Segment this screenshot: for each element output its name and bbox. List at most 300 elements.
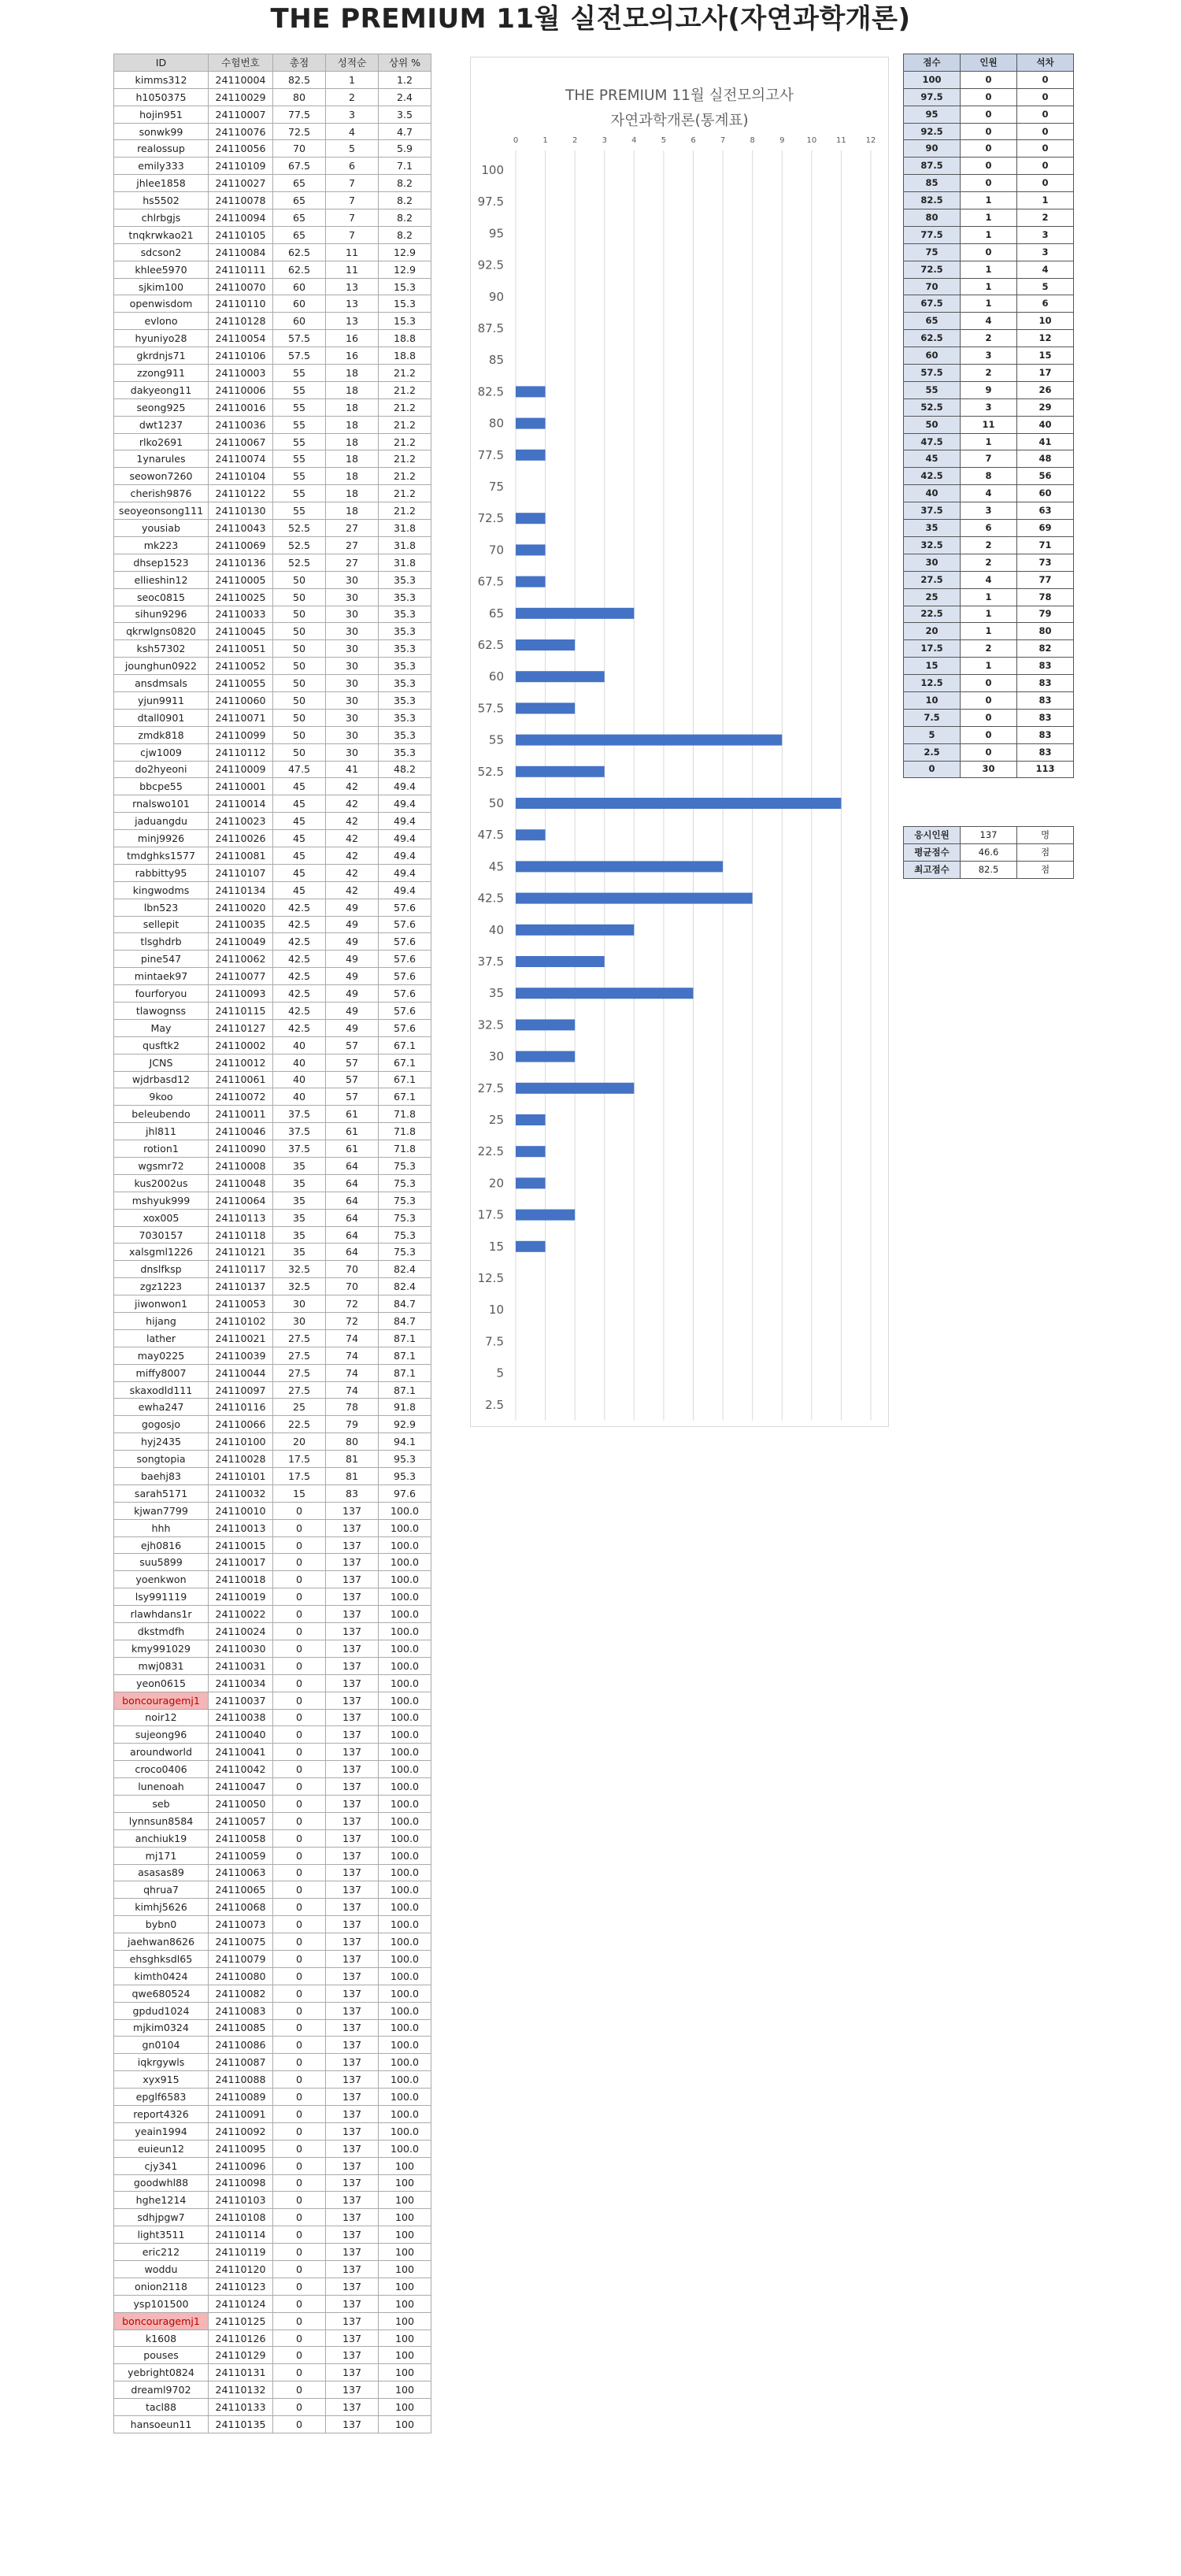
cell-id: rlawhdans1r: [114, 1606, 209, 1623]
cell-exam-number: 24110071: [209, 709, 273, 726]
cell-exam-number: 24110024: [209, 1623, 273, 1640]
cell-count: 1: [961, 295, 1017, 313]
table-row: [114, 106, 431, 123]
cell-top-percent: 100.0: [379, 1519, 431, 1536]
cell-score: 30: [273, 1295, 326, 1313]
cell-rank: 57: [326, 1071, 379, 1088]
cell-rank: 137: [326, 2312, 379, 2330]
bar-82.5: [516, 386, 546, 397]
y-tick-label: 70: [488, 543, 504, 558]
cell-exam-number: 24110003: [209, 365, 273, 382]
cell-exam-number: 24110062: [209, 951, 273, 968]
table-row: [114, 1536, 431, 1554]
table-row: [114, 1744, 431, 1761]
cell-top-percent: 100: [379, 2278, 431, 2295]
cell-top-percent: 49.4: [379, 881, 431, 899]
cell-rank: 78: [326, 1399, 379, 1416]
cell-score: 50: [273, 588, 326, 606]
cell-exam-number: 24110022: [209, 1606, 273, 1623]
cell-count: 1: [961, 588, 1017, 606]
cell-score: 0: [273, 1709, 326, 1726]
cell-rank: 137: [326, 1657, 379, 1674]
cell-exam-number: 24110018: [209, 1571, 273, 1588]
table-row: [114, 1209, 431, 1226]
cell-score: 0: [273, 1726, 326, 1744]
cell-id: hyj2435: [114, 1433, 209, 1451]
cell-score: 50: [273, 691, 326, 709]
table-row: [114, 2261, 431, 2278]
cell-top-percent: 21.2: [379, 416, 431, 433]
cell-rank: 137: [326, 2261, 379, 2278]
cell-exam-number: 24110100: [209, 1433, 273, 1451]
cell-id: h1050375: [114, 88, 209, 106]
cell-top-percent: 21.2: [379, 485, 431, 502]
cell-id: lsy991119: [114, 1588, 209, 1606]
table-row: [114, 313, 431, 330]
table-row: [114, 813, 431, 830]
cell-exam-number: 24110039: [209, 1347, 273, 1364]
cell-id: boncouragemj1: [114, 1692, 209, 1709]
cell-rank: 137: [326, 2071, 379, 2089]
cell-id: seowon7260: [114, 468, 209, 485]
cell-top-percent: 100.0: [379, 1916, 431, 1933]
cell-score: 0: [273, 1778, 326, 1796]
cell-count: 1: [961, 278, 1017, 295]
cell-score: 55: [273, 365, 326, 382]
cell-exam-number: 24110032: [209, 1484, 273, 1502]
table-row: [114, 433, 431, 450]
cell-top-percent: 100.0: [379, 1950, 431, 1967]
cell-score-bin: 62.5: [904, 330, 961, 347]
cell-score: 80: [273, 88, 326, 106]
cell-rank: 137: [326, 1744, 379, 1761]
cell-score-bin: 50: [904, 416, 961, 433]
cell-cumulative-rank: 82: [1017, 640, 1074, 658]
cell-id: beleubendo: [114, 1106, 209, 1123]
cell-count: 4: [961, 485, 1017, 502]
cell-count: 2: [961, 365, 1017, 382]
bar-27.5: [516, 1083, 634, 1094]
table-row: [904, 192, 1074, 209]
cell-score-bin: 45: [904, 450, 961, 468]
table-row: [904, 123, 1074, 140]
cell-score: 55: [273, 433, 326, 450]
table-row: [114, 1864, 431, 1881]
cell-rank: 18: [326, 416, 379, 433]
cell-rank: 7: [326, 175, 379, 192]
cell-top-percent: 49.4: [379, 864, 431, 881]
cell-rank: 137: [326, 1571, 379, 1588]
cell-exam-number: 24110088: [209, 2071, 273, 2089]
table-row: [904, 88, 1074, 106]
cell-exam-number: 24110016: [209, 398, 273, 416]
cell-id: do2hyeoni: [114, 761, 209, 778]
cell-id: mk223: [114, 536, 209, 554]
cell-cumulative-rank: 15: [1017, 347, 1074, 365]
table-row: [904, 502, 1074, 520]
cell-rank: 49: [326, 1019, 379, 1036]
cell-rank: 137: [326, 1709, 379, 1726]
cell-id: mwj0831: [114, 1657, 209, 1674]
cell-cumulative-rank: 3: [1017, 243, 1074, 261]
cell-rank: 70: [326, 1261, 379, 1278]
table-row: [114, 192, 431, 209]
cell-rank: 137: [326, 2122, 379, 2140]
table-row: [114, 1381, 431, 1399]
table-row: [114, 2037, 431, 2054]
table-row: [114, 1933, 431, 1951]
table-row: [904, 243, 1074, 261]
cell-exam-number: 24110075: [209, 1933, 273, 1951]
cell-id: qwe680524: [114, 1985, 209, 2002]
table-row: [114, 1226, 431, 1244]
cell-id: asasas89: [114, 1864, 209, 1881]
cell-exam-number: 24110102: [209, 1313, 273, 1330]
cell-top-percent: 3.5: [379, 106, 431, 123]
cell-top-percent: 5.9: [379, 140, 431, 158]
cell-count: 0: [961, 675, 1017, 692]
cell-cumulative-rank: 83: [1017, 709, 1074, 726]
cell-id: lynnsun8584: [114, 1812, 209, 1829]
table-row: [904, 554, 1074, 571]
cell-top-percent: 100.0: [379, 1726, 431, 1744]
cell-score-bin: 65: [904, 313, 961, 330]
cell-top-percent: 75.3: [379, 1158, 431, 1175]
cell-id: openwisdom: [114, 295, 209, 313]
cell-exam-number: 24110089: [209, 2089, 273, 2106]
cell-score-bin: 92.5: [904, 123, 961, 140]
cell-exam-number: 24110036: [209, 416, 273, 433]
cell-score-bin: 90: [904, 140, 961, 158]
cell-rank: 81: [326, 1451, 379, 1468]
table-row: [904, 261, 1074, 278]
cell-rank: 137: [326, 1640, 379, 1657]
cell-rank: 42: [326, 847, 379, 864]
cell-top-percent: 100.0: [379, 1536, 431, 1554]
cell-top-percent: 100.0: [379, 1588, 431, 1606]
cell-score: 37.5: [273, 1123, 326, 1140]
cell-rank: 42: [326, 795, 379, 813]
cell-cumulative-rank: 83: [1017, 743, 1074, 761]
cell-top-percent: 18.8: [379, 330, 431, 347]
column-header: 상위 %: [379, 54, 431, 72]
cell-cumulative-rank: 5: [1017, 278, 1074, 295]
y-tick-label: 60: [488, 669, 504, 684]
cell-id: zzong911: [114, 365, 209, 382]
cell-rank: 18: [326, 502, 379, 520]
cell-cumulative-rank: 83: [1017, 675, 1074, 692]
table-row: [114, 2347, 431, 2364]
cell-exam-number: 24110111: [209, 261, 273, 278]
cell-rank: 137: [326, 2209, 379, 2226]
table-row: [114, 709, 431, 726]
cell-exam-number: 24110098: [209, 2174, 273, 2192]
cell-score: 0: [273, 2278, 326, 2295]
cell-exam-number: 24110052: [209, 658, 273, 675]
cell-exam-number: 24110065: [209, 1881, 273, 1899]
cell-top-percent: 15.3: [379, 295, 431, 313]
cell-count: 6: [961, 520, 1017, 537]
cell-rank: 27: [326, 536, 379, 554]
cell-rank: 137: [326, 2054, 379, 2071]
cell-top-percent: 2.4: [379, 88, 431, 106]
cell-rank: 137: [326, 1623, 379, 1640]
bar-15: [516, 1241, 546, 1252]
cell-exam-number: 24110047: [209, 1778, 273, 1796]
table-row: [114, 1950, 431, 1967]
table-row: [114, 2122, 431, 2140]
table-row: [114, 1709, 431, 1726]
x-tick-label: 11: [836, 136, 846, 145]
cell-id: pouses: [114, 2347, 209, 2364]
table-row: [114, 1623, 431, 1640]
cell-top-percent: 100.0: [379, 1899, 431, 1916]
cell-exam-number: 24110017: [209, 1554, 273, 1571]
cell-exam-number: 24110042: [209, 1761, 273, 1778]
cell-rank: 3: [326, 106, 379, 123]
column-header: 점수: [904, 54, 961, 72]
cell-score-bin: 35: [904, 520, 961, 537]
cell-score: 0: [273, 1985, 326, 2002]
x-tick-label: 0: [513, 136, 519, 145]
table-row: [114, 365, 431, 382]
table-row: [114, 1416, 431, 1433]
cell-top-percent: 75.3: [379, 1244, 431, 1261]
cell-exam-number: 24110124: [209, 2295, 273, 2312]
cell-score: 50: [273, 623, 326, 640]
cell-score: 67.5: [273, 158, 326, 175]
table-row: [904, 398, 1074, 416]
stat-value: 46.6: [961, 843, 1017, 861]
cell-top-percent: 100: [379, 2157, 431, 2174]
cell-rank: 137: [326, 1967, 379, 1985]
cell-id: woddu: [114, 2261, 209, 2278]
cell-score: 0: [273, 1674, 326, 1692]
cell-score: 45: [273, 795, 326, 813]
cell-top-percent: 35.3: [379, 675, 431, 692]
cell-count: 1: [961, 658, 1017, 675]
bar-35: [516, 988, 694, 999]
table-row: [114, 209, 431, 227]
table-row: [904, 536, 1074, 554]
cell-id: anchiuk19: [114, 1829, 209, 1847]
cell-rank: 49: [326, 916, 379, 933]
cell-score: 65: [273, 209, 326, 227]
cell-exam-number: 24110113: [209, 1209, 273, 1226]
cell-id: ejh0816: [114, 1536, 209, 1554]
cell-id: minj9926: [114, 830, 209, 847]
cell-top-percent: 94.1: [379, 1433, 431, 1451]
cell-top-percent: 57.6: [379, 968, 431, 985]
cell-count: 0: [961, 158, 1017, 175]
cell-top-percent: 12.9: [379, 261, 431, 278]
cell-score: 0: [273, 2416, 326, 2433]
cell-rank: 27: [326, 520, 379, 537]
cell-score: 0: [273, 1916, 326, 1933]
cell-score: 45: [273, 847, 326, 864]
cell-score-bin: 0: [904, 761, 961, 778]
cell-id: aroundworld: [114, 1744, 209, 1761]
cell-id: evlono: [114, 313, 209, 330]
cell-top-percent: 100: [379, 2312, 431, 2330]
cell-rank: 137: [326, 1674, 379, 1692]
cell-cumulative-rank: 0: [1017, 88, 1074, 106]
cell-top-percent: 100.0: [379, 1881, 431, 1899]
cell-id: cjw1009: [114, 743, 209, 761]
cell-score-bin: 72.5: [904, 261, 961, 278]
table-row: [904, 381, 1074, 398]
cell-rank: 64: [326, 1192, 379, 1209]
cell-exam-number: 24110063: [209, 1864, 273, 1881]
cell-id: 9koo: [114, 1088, 209, 1106]
cell-top-percent: 57.6: [379, 951, 431, 968]
cell-score: 40: [273, 1088, 326, 1106]
cell-rank: 42: [326, 864, 379, 881]
cell-score: 0: [273, 1571, 326, 1588]
cell-top-percent: 100.0: [379, 1744, 431, 1761]
cell-score: 0: [273, 1744, 326, 1761]
cell-id: kingwodms: [114, 881, 209, 899]
cell-score: 0: [273, 1829, 326, 1847]
cell-top-percent: 4.7: [379, 123, 431, 140]
cell-score-bin: 42.5: [904, 468, 961, 485]
y-tick-label: 65: [488, 606, 504, 621]
cell-score-bin: 52.5: [904, 398, 961, 416]
table-row: [114, 881, 431, 899]
distribution-table: [903, 54, 1074, 778]
table-row: [904, 416, 1074, 433]
cell-cumulative-rank: 71: [1017, 536, 1074, 554]
cell-rank: 13: [326, 278, 379, 295]
x-tick-label: 5: [661, 136, 667, 145]
cell-top-percent: 49.4: [379, 813, 431, 830]
cell-rank: 49: [326, 1002, 379, 1019]
cell-cumulative-rank: 12: [1017, 330, 1074, 347]
cell-score-bin: 97.5: [904, 88, 961, 106]
cell-score: 0: [273, 2019, 326, 2037]
cell-count: 0: [961, 88, 1017, 106]
cell-top-percent: 35.3: [379, 606, 431, 623]
table-row: [114, 571, 431, 588]
cell-rank: 18: [326, 433, 379, 450]
cell-score-bin: 47.5: [904, 433, 961, 450]
y-tick-label: 92.5: [477, 258, 504, 272]
table-row: [114, 71, 431, 88]
cell-score-bin: 30: [904, 554, 961, 571]
cell-exam-number: 24110037: [209, 1692, 273, 1709]
table-row: [904, 485, 1074, 502]
cell-score: 0: [273, 2244, 326, 2261]
cell-id: suu5899: [114, 1554, 209, 1571]
cell-cumulative-rank: 48: [1017, 450, 1074, 468]
table-row: [904, 588, 1074, 606]
table-row: [114, 1899, 431, 1916]
cell-top-percent: 100.0: [379, 2089, 431, 2106]
table-row: [904, 106, 1074, 123]
cell-id: ksh57302: [114, 640, 209, 658]
cell-id: hs5502: [114, 192, 209, 209]
cell-score-bin: 40: [904, 485, 961, 502]
cell-score: 52.5: [273, 554, 326, 571]
cell-exam-number: 24110015: [209, 1536, 273, 1554]
cell-rank: 42: [326, 881, 379, 899]
cell-score: 0: [273, 1761, 326, 1778]
cell-top-percent: 35.3: [379, 623, 431, 640]
cell-top-percent: 21.2: [379, 433, 431, 450]
bar-37.5: [516, 956, 605, 967]
cell-score: 50: [273, 743, 326, 761]
table-row: [114, 1657, 431, 1674]
bar-45: [516, 861, 723, 872]
cell-exam-number: 24110093: [209, 985, 273, 1003]
bar-80: [516, 418, 546, 429]
cell-id: rotion1: [114, 1140, 209, 1158]
table-row: [114, 1881, 431, 1899]
cell-score: 0: [273, 1519, 326, 1536]
stat-unit: 점: [1017, 843, 1074, 861]
cell-rank: 79: [326, 1416, 379, 1433]
cell-id: seoc0815: [114, 588, 209, 606]
cell-score: 0: [273, 2122, 326, 2140]
cell-id: tlsghdrb: [114, 933, 209, 951]
cell-id: sdhjpgw7: [114, 2209, 209, 2226]
cell-id: hojin951: [114, 106, 209, 123]
x-tick-label: 3: [602, 136, 607, 145]
cell-id: hghe1214: [114, 2192, 209, 2209]
cell-id: mintaek97: [114, 968, 209, 985]
y-tick-label: 17.5: [477, 1207, 504, 1222]
cell-top-percent: 87.1: [379, 1329, 431, 1347]
cell-cumulative-rank: 2: [1017, 209, 1074, 227]
table-row: [114, 985, 431, 1003]
table-row: [904, 675, 1074, 692]
cell-score: 0: [273, 1606, 326, 1623]
cell-score: 0: [273, 2295, 326, 2312]
cell-count: 1: [961, 192, 1017, 209]
cell-count: 8: [961, 468, 1017, 485]
cell-exam-number: 24110096: [209, 2157, 273, 2174]
column-header: 석차: [1017, 54, 1074, 72]
table-row: [904, 209, 1074, 227]
cell-top-percent: 35.3: [379, 691, 431, 709]
cell-score: 35: [273, 1226, 326, 1244]
cell-cumulative-rank: 0: [1017, 71, 1074, 88]
table-row: [114, 261, 431, 278]
cell-rank: 137: [326, 2295, 379, 2312]
cell-count: 9: [961, 381, 1017, 398]
cell-top-percent: 100: [379, 2174, 431, 2192]
cell-id: euieun12: [114, 2140, 209, 2157]
cell-rank: 137: [326, 2399, 379, 2416]
cell-score: 50: [273, 640, 326, 658]
cell-rank: 137: [326, 2364, 379, 2381]
distribution-table-body: [904, 71, 1074, 778]
cell-score: 0: [273, 2312, 326, 2330]
table-row: [904, 140, 1074, 158]
cell-top-percent: 21.2: [379, 450, 431, 468]
cell-count: 4: [961, 571, 1017, 588]
cell-id: tlawognss: [114, 1002, 209, 1019]
cell-rank: 137: [326, 2416, 379, 2433]
table-row: [114, 1192, 431, 1209]
cell-exam-number: 24110085: [209, 2019, 273, 2037]
cell-score-bin: 82.5: [904, 192, 961, 209]
cell-exam-number: 24110112: [209, 743, 273, 761]
cell-score-bin: 15: [904, 658, 961, 675]
cell-exam-number: 24110117: [209, 1261, 273, 1278]
cell-score-bin: 37.5: [904, 502, 961, 520]
cell-id: tmdghks1577: [114, 847, 209, 864]
